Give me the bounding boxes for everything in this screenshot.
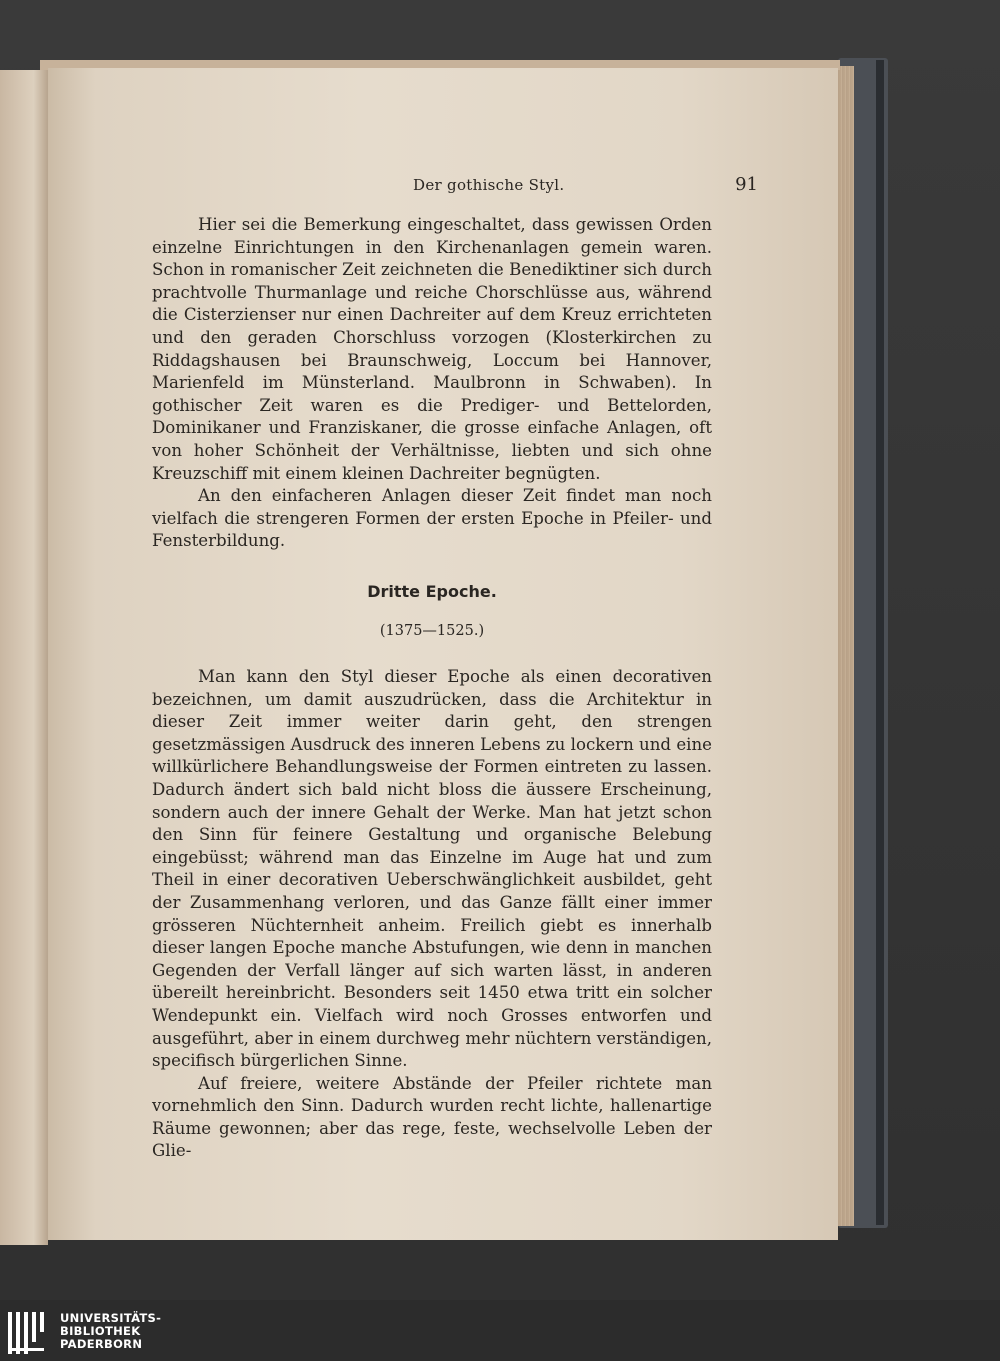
- library-logo-text: UNIVERSITÄTS- BIBLIOTHEK PADERBORN: [60, 1311, 162, 1351]
- library-logo-icon: [8, 1310, 52, 1356]
- text-block-bottom: [152, 666, 712, 1163]
- section-heading: Dritte Epoche.: [367, 582, 497, 601]
- left-page-margin: [0, 70, 48, 1245]
- paragraph: Auf freiere, weitere Abstände der Pfeiler richtete man vornehmlich den Sinn. Dadurch wurden recht lichte, hallenartige Räume gewonnen; aber das rege, feste, wechselvolle Leben der Glie-: [152, 1073, 712, 1161]
- text-block-top: [152, 214, 712, 553]
- page-header: [198, 176, 758, 204]
- section-dates: (1375—1525.): [379, 623, 485, 639]
- page-number: 91: [735, 174, 758, 195]
- paragraph: An den einfacheren Anlagen dieser Zeit findet man noch vielfach die strengeren Formen der ersten Epoche in Pfeiler- und Fensterbildung.: [152, 486, 712, 551]
- book-page: [48, 68, 838, 1240]
- paragraph: Man kann den Styl dieser Epoche als einen decorativen bezeichnen, um damit auszudrücken, dass die Architektur in dieser Zeit immer weiter darin geht, den strengen gesetzmässigen Ausdruck des inneren Lebens zu lockern und eine willkürlichere Behandlungsweise der Formen eintreten zu lassen. Dadurch ändert sich bald nicht bloss die äussere Erscheinung, sondern auch der innere Gehalt der Werke. Man hat jetzt schon den Sinn für feinere Gestaltung und organische Belebung eingebüsst; während man das Einzelne im Auge hat und zum Theil in einer decorativen Ueberschwänglichkeit ausbildet, geht der Zusammenhang verloren, und das Ganze fällt einer immer grösseren Nüchternheit anheim. Freilich giebt es innerhalb dieser langen Epoche manche Abstufungen, wie denn in manchen Gegenden der Verfall länger auf sich warten lässt, in anderen übereilt hereinbricht. Besonders seit 1450 etwa tritt ein solcher Wendepunkt ein. Vielfach wird noch Grosses entworfen und ausgeführt, aber in einem durchweg mehr nüchtern verständigen, specifisch bürgerlichen Sinne.: [152, 667, 712, 1071]
- library-logo: [8, 1310, 208, 1356]
- book-cover-spine: [876, 60, 884, 1225]
- running-title: Der gothische Styl.: [413, 176, 565, 194]
- paragraph: Hier sei die Bemerkung eingeschaltet, dass gewissen Orden einzelne Einrichtungen in den Kirchenanlagen gemein waren. Schon in romanischer Zeit zeichneten die Benediktiner sich durch prachtvolle Thurmanlage und reiche Chorschlüsse aus, während die Cisterzienser nur einen Dachreiter auf dem Kreuz errichteten und den geraden Chorschluss vorzogen (Klosterkirchen zu Riddagshausen bei Braunschweig, Loccum bei Hannover, Marienfeld im Münsterland. Maulbronn in Schwaben). In gothischer Zeit waren es die Prediger- und Bettelorden, Dominikaner und Franziskaner, die grosse einfache Anlagen, oft von hoher Schönheit der Verhältnisse, liebten und sich ohne Kreuzschiff mit einem kleinen Dachreiter begnügten.: [152, 215, 712, 483]
